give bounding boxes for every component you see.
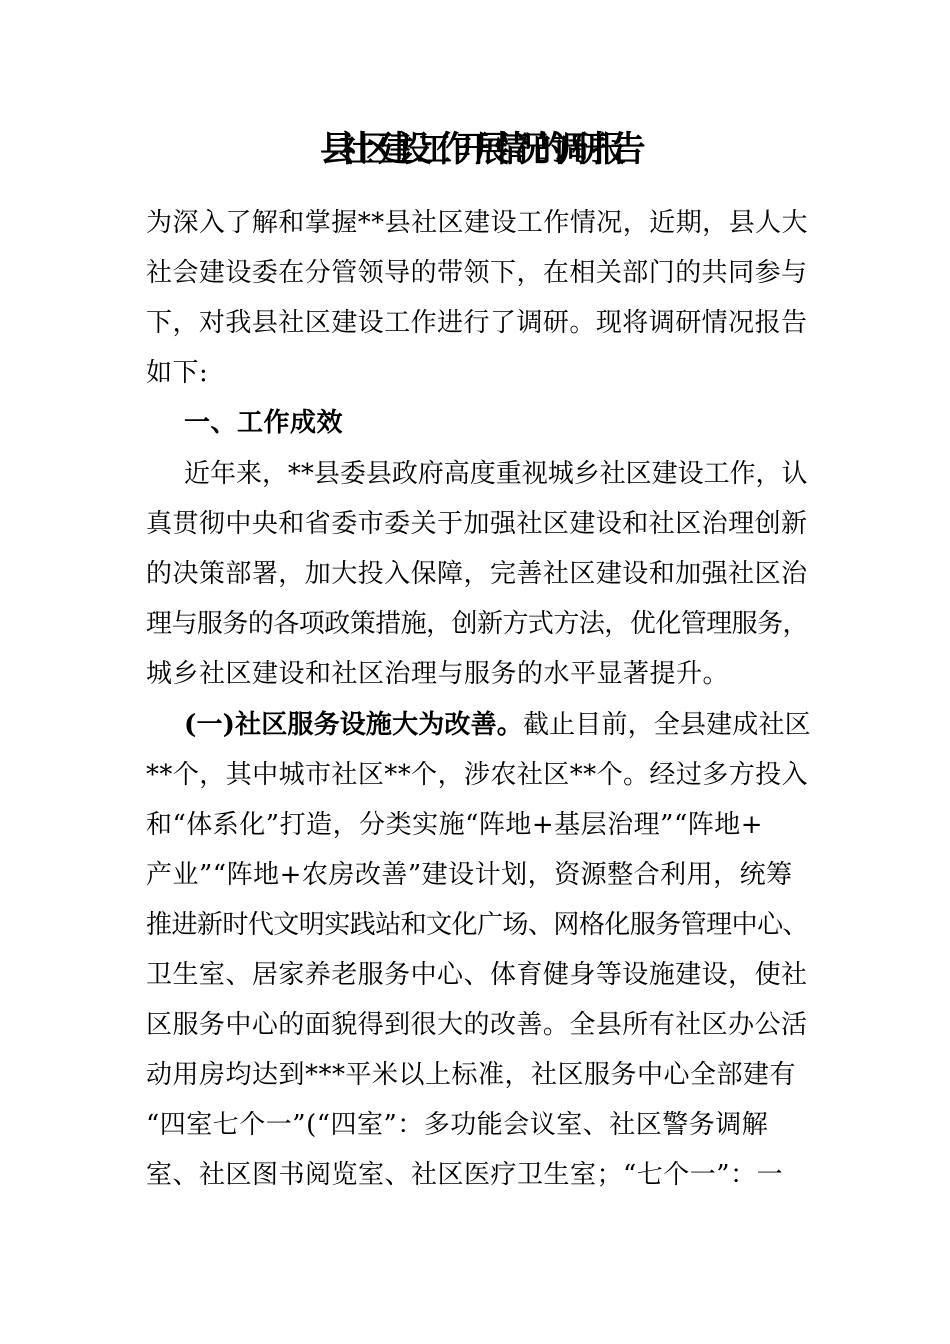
subsection-line-5: 推进新时代文明实践站和文化广场、网格化服务管理中心、 <box>146 910 809 940</box>
subsection-line-2: **个，其中城市社区**个，涉农社区**个。经过多方投入 <box>146 760 809 790</box>
intro-line-4: 如下: <box>146 358 209 388</box>
subsection-line-7: 区服务中心的面貌得到很大的改善。全县所有社区办公活 <box>146 1010 808 1040</box>
subsection-line-6: 卫生室、居家养老服务中心、体育健身等设施建设，使社 <box>146 960 808 990</box>
section-paragraph-line-2: 真贯彻中央和省委市委关于加强社区建设和社区治理创新 <box>146 509 808 539</box>
document-title: 县社区建设工作开展情况的调研报告 <box>319 129 630 170</box>
subsection-line-3: 和“体系化”打造，分类实施“阵地+基层治理”“阵地+ <box>146 810 764 840</box>
section-paragraph-line-1: 近年来，**县委县政府高度重视城乡社区建设工作，认 <box>184 459 808 489</box>
section-paragraph-line-4: 理与服务的各项政策措施，创新方式方法，优化管理服务， <box>146 609 809 639</box>
subsection-first-line-text: 截止目前，全县建成社区 <box>522 710 811 740</box>
subsection-line-8: 动用房均达到***平米以上标准，社区服务中心全部建有 <box>146 1060 797 1090</box>
subsection-heading: (一)社区服务设施大为改善。 <box>184 710 523 740</box>
intro-line-1: 为深入了解和掌握**县社区建设工作情况，近期，县人大 <box>146 208 809 238</box>
subsection-first-line <box>184 700 811 750</box>
section-paragraph-line-5: 城乡社区建设和社区治理与服务的水平显著提升。 <box>146 659 730 689</box>
intro-line-2: 社会建设委在分管领导的带领下，在相关部门的共同参与 <box>146 258 808 288</box>
subsection-line-10: 室、社区图书阅览室、社区医疗卫生室；“七个一”：一 <box>146 1160 784 1190</box>
section-heading: 一、工作成效 <box>184 408 344 438</box>
intro-line-3: 下，对我县社区建设工作进行了调研。现将调研情况报告 <box>146 308 808 338</box>
section-paragraph-line-3: 的决策部署，加大投入保障，完善社区建设和加强社区治 <box>146 559 808 589</box>
subsection-line-9: “四室七个一”(“四室”：多功能会议室、社区警务调解 <box>146 1110 769 1140</box>
subsection-line-4: 产业”“阵地+农房改善”建设计划，资源整合利用，统筹 <box>146 860 793 890</box>
